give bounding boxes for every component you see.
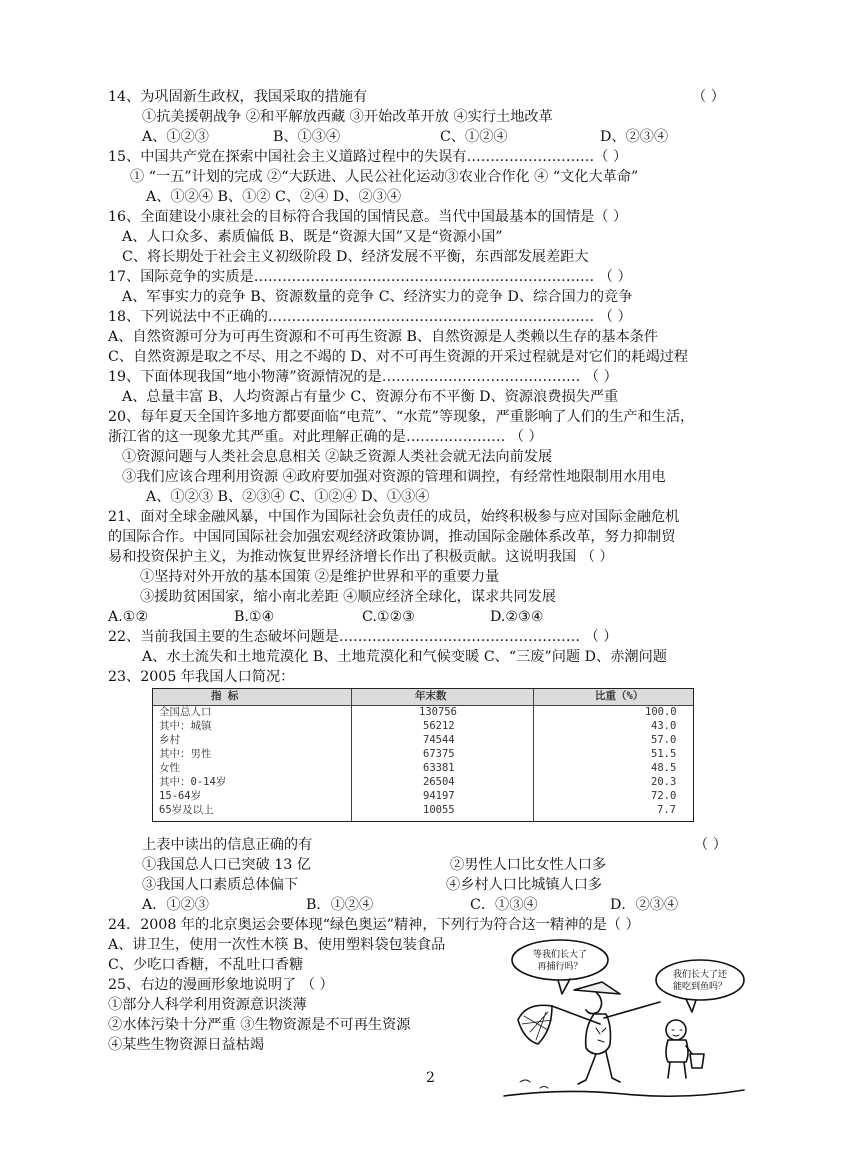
q14-option-b: B、①③④ (273, 129, 341, 145)
q21-option-d: D.②③④ (490, 609, 544, 625)
q23-item-3: ③我国人口素质总体偏下 (142, 877, 299, 893)
table-cell-label: 其中：城镇 (159, 720, 212, 732)
table-cell-value: 74544 (423, 734, 455, 746)
q21-items-34: ③援助贫困国家，缩小南北差距 ④顺应经济全球化，谋求共同发展 (140, 589, 556, 605)
table-cell-label: 其中：男性 (159, 748, 212, 760)
q15-options: A、①②④ B、①② C、②④ D、②③④ (146, 189, 402, 205)
q23-option-b: B．①②④ (306, 897, 374, 913)
q20-items-34: ③我们应该合理利用资源 ④政府要加强对资源的管理和调控，有经常性地限制用水用电 (122, 469, 666, 485)
q18-stem: 18、下列说法中不正确的…………………………………………………………… （ ） (108, 309, 632, 325)
table-cell-ratio: 20.3 (651, 776, 677, 788)
q16-options-cd: C、将长期处于社会主义初级阶段 D、经济发展不平衡，东西部发展差距大 (122, 249, 589, 265)
q14-option-c: C、①②④ (440, 129, 508, 145)
q24-option-c: C、少吃口香糖，不乱吐口香糖 (108, 957, 304, 973)
q25-item-4: ④某些生物资源日益枯竭 (108, 1037, 265, 1053)
q18-options-ab: A、自然资源可分为可再生资源和不可再生资源 B、自然资源是人类赖以生存的基本条件 (108, 329, 659, 345)
q21-stem-line3: 易和投资保护主义，为推动恢复世界经济增长作出了积极贡献。这说明我国 （ ） (108, 549, 614, 565)
speech-bubble-right (656, 960, 744, 1000)
q14-items: ①抗美援朝战争 ②和平解放西藏 ③开始改革开放 ④实行土地改革 (142, 109, 553, 125)
q21-stem-line2: 的国际合作。中国同国际社会加强宏观经济政策协调，推动国际金融体系改革，努力抑制贸 (108, 529, 676, 545)
table-cell-label: 65岁及以上 (159, 804, 214, 816)
q23-option-a: A．①②③ (142, 897, 209, 913)
q14-stem: 14、为巩固新生政权，我国采取的措施有 (108, 89, 368, 105)
q23-item-4: ④乡村人口比城镇人口多 (446, 877, 603, 893)
table-cell-ratio: 48.5 (651, 762, 677, 774)
population-table (152, 688, 694, 822)
q14-option-d: D、②③④ (600, 129, 669, 145)
q21-option-b: B.①④ (234, 609, 275, 625)
table-cell-ratio: 51.5 (651, 748, 677, 760)
table-header-indicator: 指 标 (211, 690, 239, 702)
q23-option-d: D．②③④ (610, 897, 679, 913)
bubble-left-line1: 等我们长大了 (532, 950, 588, 960)
q25-stem: 25、右边的漫画形象地说明了 （ ） (108, 977, 334, 993)
fishing-cartoon-illustration (500, 932, 750, 1102)
table-cell-value: 130756 (419, 706, 457, 718)
q22-options: A、水土流失和土地荒漠化 B、土地荒漠化和气候变暖 C、“三废”问题 D、赤潮问题 (142, 649, 667, 665)
q17-options: A、军事实力的竞争 B、资源数量的竞争 C、经济实力的竞争 D、综合国力的竞争 (122, 289, 633, 305)
q23-answer-paren: （ ） (694, 837, 727, 853)
q16-stem: 16、全面建设小康社会的目标符合我国的国情民意。当代中国最基本的国情是（ ） (108, 209, 628, 225)
q25-item-1: ①部分人科学利用资源意识淡薄 (108, 997, 307, 1013)
bubble-left-line2: 再捕行吗？ (537, 962, 583, 972)
table-cell-label: 女性 (159, 762, 180, 774)
q23-item-2: ②男性人口比女性人口多 (450, 857, 607, 873)
q20-stem-line2: 浙江省的这一现象尤其严重。对此理解正确的是………………… （ ） (108, 429, 543, 445)
q19-stem: 19、下面体现我国“地小物薄”资源情况的是…………………………………… （ ） (108, 369, 618, 385)
q21-option-a: A.①② (108, 609, 149, 625)
table-divider (533, 689, 534, 821)
q22-stem: 22、当前我国主要的生态破坏问题是…………………………………………… （ ） (108, 629, 618, 645)
table-cell-label: 乡村 (159, 734, 180, 746)
table-cell-value: 67375 (423, 748, 455, 760)
bubble-right-line1: 我们长大了还 (672, 970, 728, 980)
q14-option-a: A、①②③ (142, 129, 209, 145)
q24-stem: 24．2008 年的北京奥运会要体现“绿色奥运”精神，下列行为符合这一精神的是（ ） (108, 917, 640, 933)
q24-options-ab: A、讲卫生，使用一次性木筷 B、使用塑料袋包装食品 (108, 937, 446, 953)
bubble-right-line2: 能吃到鱼吗？ (672, 982, 728, 992)
table-cell-label: 全国总人口 (159, 706, 212, 718)
speech-bubble-left (512, 940, 608, 980)
table-cell-value: 26504 (423, 776, 455, 788)
table-cell-ratio: 43.0 (651, 720, 677, 732)
table-cell-value: 94197 (423, 790, 455, 802)
table-header-year-end: 年末数 (415, 690, 447, 702)
q18-options-cd: C、自然资源是取之不尽、用之不竭的 D、对不可再生资源的开采过程就是对它们的耗竭过程 (108, 349, 689, 365)
table-cell-value: 63381 (423, 762, 455, 774)
q23-prompt: 上表中读出的信息正确的有 (142, 837, 313, 853)
table-header-ratio: 比重（%） (595, 690, 644, 702)
table-cell-label: 其中：0-14岁 (159, 776, 227, 788)
table-cell-ratio: 57.0 (651, 734, 677, 746)
page-number: 2 (426, 1070, 435, 1086)
q20-items-12: ①资源问题与人类社会息息相关 ②缺乏资源人类社会就无法向前发展 (122, 449, 553, 465)
q16-options-ab: A、人口众多、素质偏低 B、既是“资源大国”又是“资源小国” (122, 229, 503, 245)
q25-items-23: ②水体污染十分严重 ③生物资源是不可再生资源 (108, 1017, 411, 1033)
table-cell-ratio: 72.0 (651, 790, 677, 802)
q23-item-1: ①我国总人口已突破 13 亿 (142, 857, 311, 873)
table-divider (351, 689, 352, 821)
table-cell-ratio: 7.7 (657, 804, 676, 816)
table-cell-ratio: 100.0 (645, 706, 677, 718)
table-cell-label: 15-64岁 (159, 790, 202, 802)
q14-answer-paren: （ ） (692, 89, 725, 105)
q20-options: A、①②③ B、②③④ C、①②④ D、①③④ (146, 489, 430, 505)
q15-items: ① “一五”计划的完成 ②“大跃进、人民公社化运动③农业合作化 ④ “文化大革命” (130, 169, 639, 185)
q23-option-c: C．①③④ (470, 897, 538, 913)
q21-items-12: ①坚持对外开放的基本国策 ②是维护世界和平的重要力量 (140, 569, 500, 585)
q21-option-c: C.①②③ (362, 609, 416, 625)
q21-stem-line1: 21、面对全球金融风暴，中国作为国际社会负责任的成员，始终积极参与应对国际金融危机 (108, 509, 680, 525)
q17-stem: 17、国际竞争的实质是……………………………………………………………… （ ） (108, 269, 632, 285)
q19-options: A、总量丰富 B、人均资源占有量少 C、资源分布不平衡 D、资源浪费损失严重 (122, 389, 619, 405)
q23-stem: 23、2005 年我国人口简况： (108, 669, 295, 685)
table-cell-value: 56212 (423, 720, 455, 732)
q15-stem: 15、中国共产党在探索中国社会主义道路过程中的失误有………………………（ ） (108, 149, 628, 165)
table-cell-value: 10055 (423, 804, 455, 816)
q20-stem-line1: 20、每年夏天全国许多地方都要面临“电荒”、“水荒”等现象，严重影响了人们的生产和生活， (108, 409, 695, 425)
